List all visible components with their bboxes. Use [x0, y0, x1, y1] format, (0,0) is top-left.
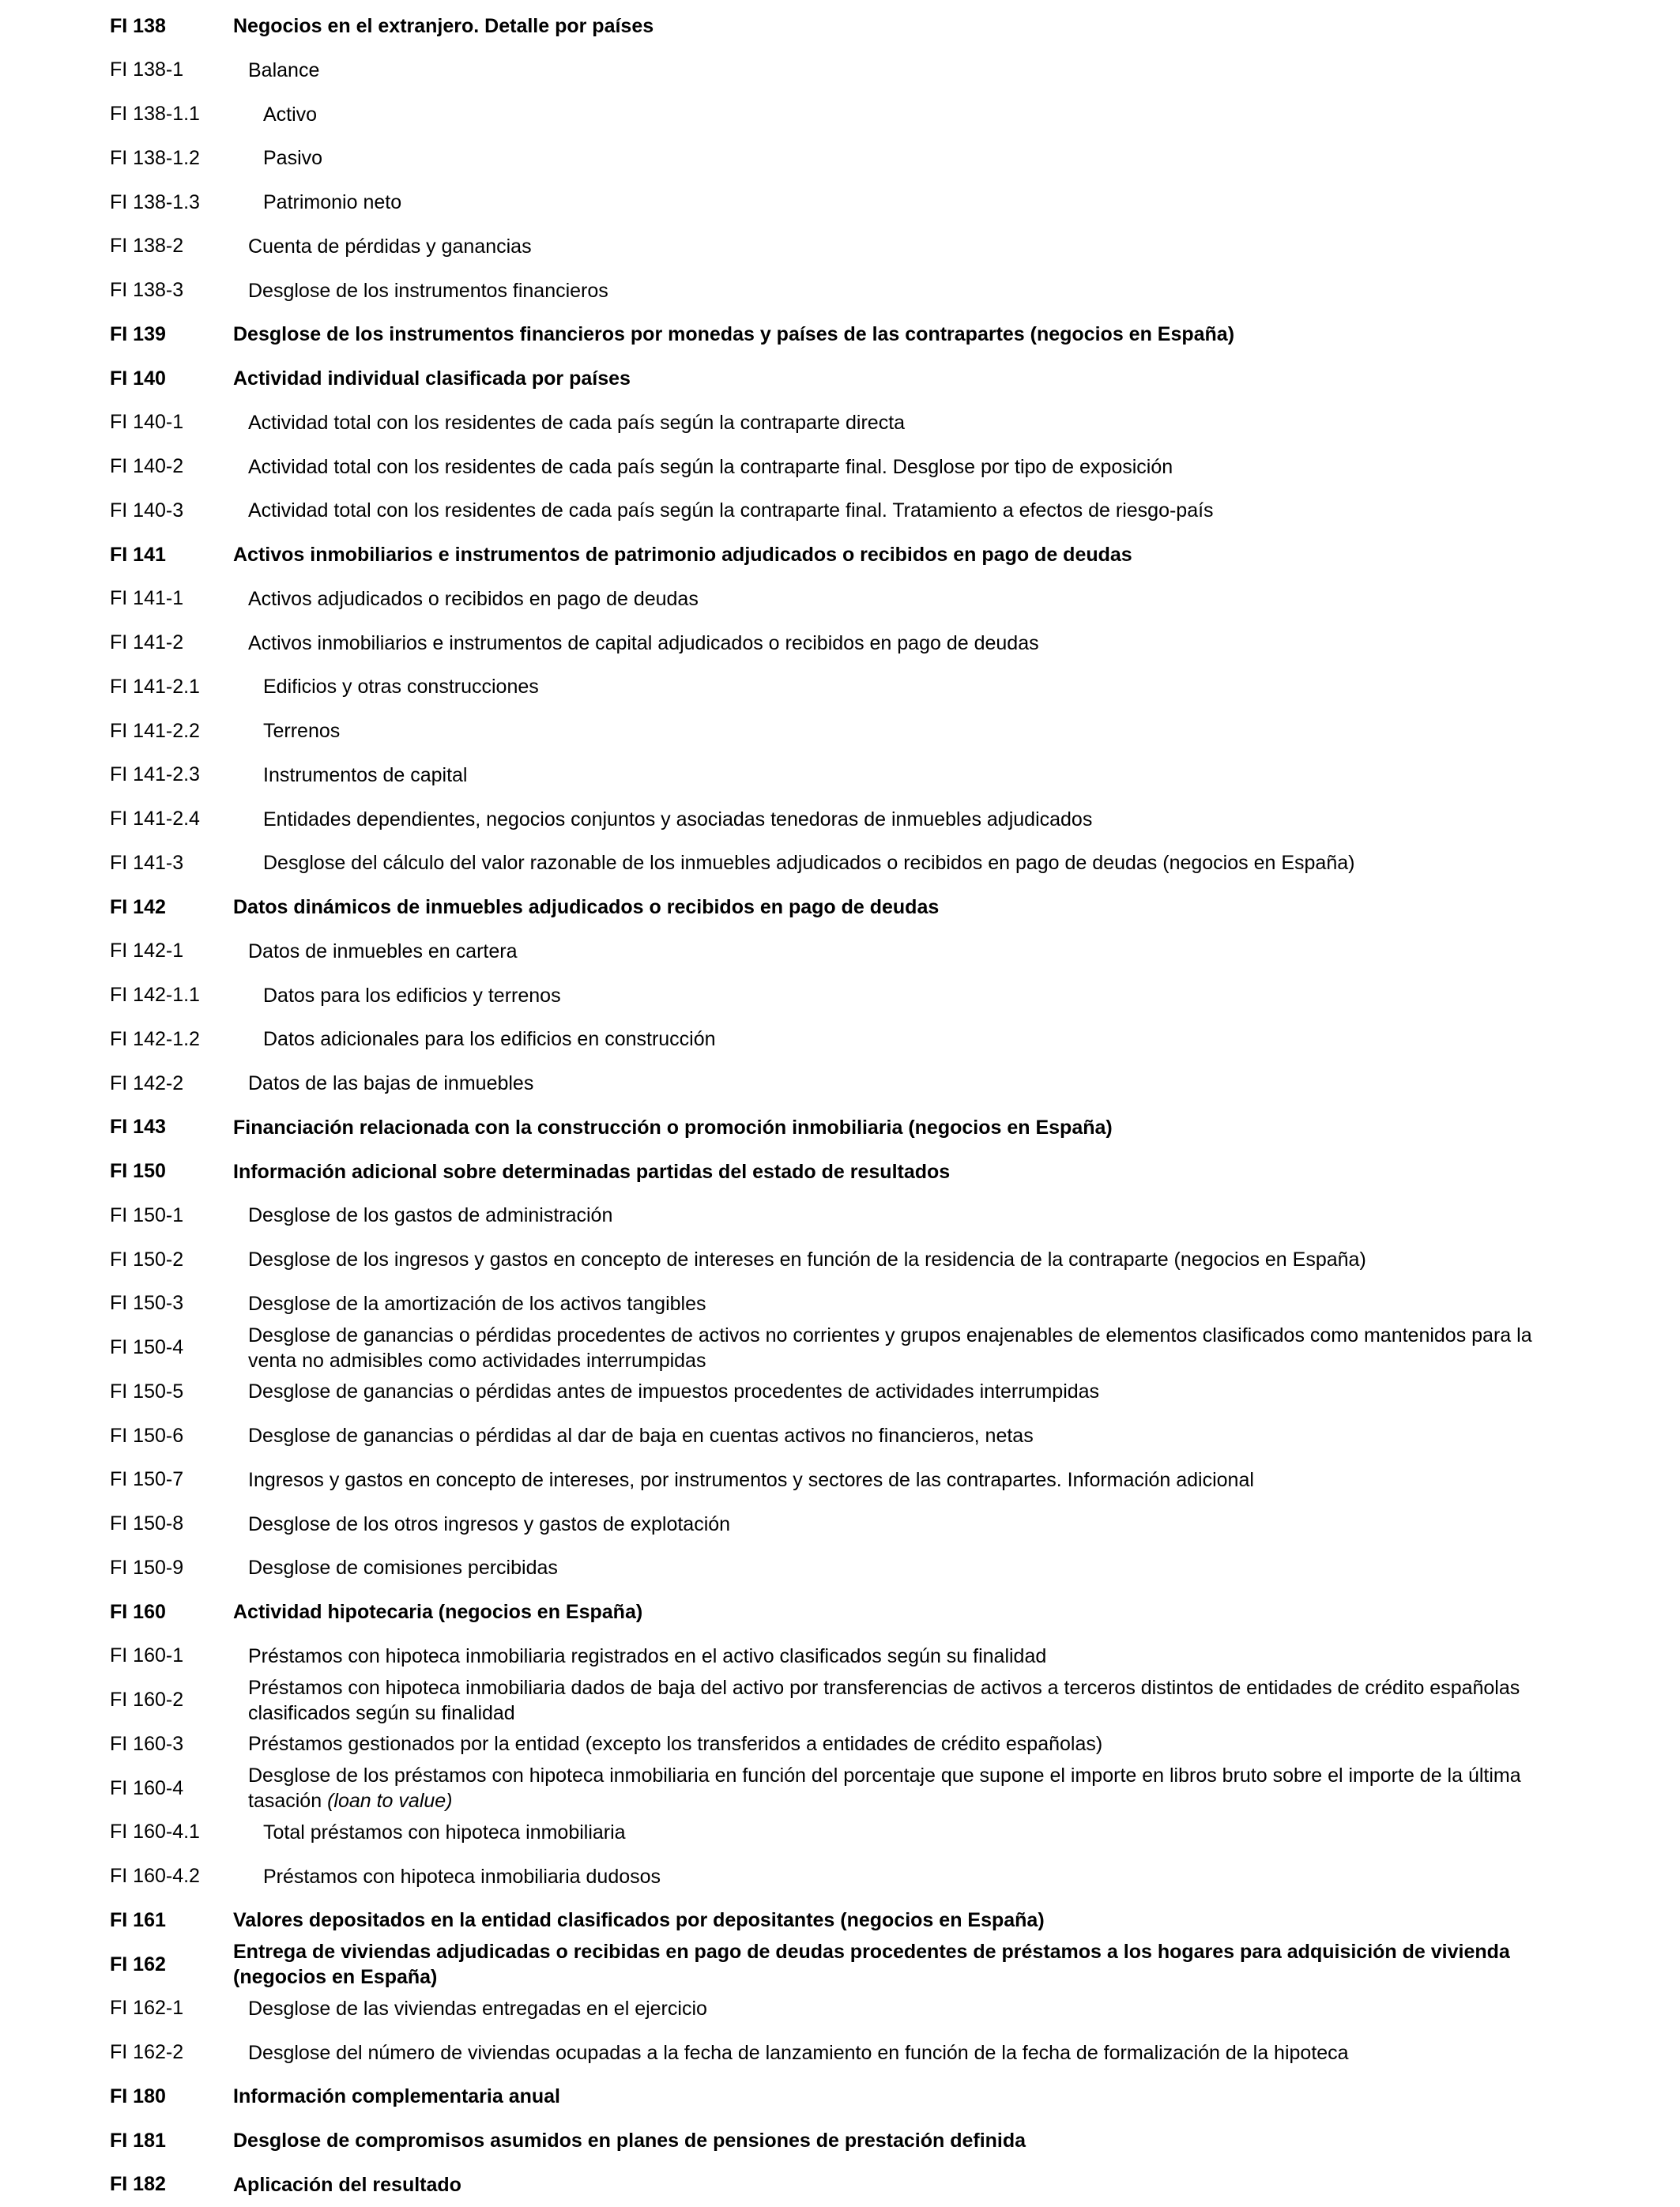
- index-section-row: [0, 4, 1680, 48]
- index-subsection-row: [0, 753, 1680, 797]
- statement-code: FI 180: [110, 2085, 166, 2107]
- statement-title: Información adicional sobre determinadas partidas del estado de resultados: [233, 1160, 951, 1183]
- statement-code: FI 141-2.1: [110, 675, 200, 698]
- statement-code: FI 160-3: [110, 1732, 184, 1755]
- index-subsection-row: [0, 1017, 1680, 1061]
- statement-title: Desglose de ganancias o pérdidas al dar de baja en cuentas activos no financieros, netas: [248, 1425, 1034, 1447]
- statement-code: FI 138-1.3: [110, 190, 200, 213]
- statement-title: Préstamos con hipoteca inmobiliaria registrados en el activo clasificados según su finalidad: [248, 1644, 1047, 1667]
- statement-title: Datos adicionales para los edificios en construcción: [263, 1028, 716, 1051]
- statement-code: FI 150-3: [110, 1292, 184, 1315]
- index-section-row: [0, 1105, 1680, 1150]
- index-subsection-row: [0, 797, 1680, 842]
- statement-code: FI 160-2: [110, 1689, 184, 1711]
- statement-code: FI 161: [110, 1908, 166, 1931]
- statement-title: Entidades dependientes, negocios conjuntos y asociadas tenedoras de inmuebles adjudicados: [263, 808, 1093, 830]
- statement-code: FI 150-9: [110, 1556, 184, 1579]
- statement-code: FI 181: [110, 2129, 166, 2152]
- statement-code: FI 143: [110, 1116, 166, 1139]
- index-section-row: [0, 2163, 1680, 2207]
- statement-title: Desglose del número de viviendas ocupadas a la fecha de lanzamiento en función de la fecha de formalización de la hipoteca: [248, 2041, 1349, 2064]
- index-subsection-row: [0, 1326, 1680, 1370]
- index-subsection-row: [0, 1678, 1680, 1723]
- index-subsection-row: [0, 1061, 1680, 1105]
- statement-code: FI 150: [110, 1160, 166, 1182]
- index-section-row: [0, 533, 1680, 577]
- statement-code: FI 160-1: [110, 1644, 184, 1667]
- statement-title: Instrumentos de capital: [263, 763, 468, 786]
- statement-title: Desglose de los ingresos y gastos en concepto de intereses en función de la residencia de la contraparte (negocios en España): [248, 1248, 1366, 1271]
- index-subsection-row: [0, 136, 1680, 180]
- index-subsection-row: [0, 2031, 1680, 2075]
- statement-title: Desglose de los instrumentos financieros: [248, 279, 608, 302]
- statement-code: FI 138-1.1: [110, 103, 200, 125]
- statement-code: FI 150-2: [110, 1248, 184, 1271]
- index-section-row: [0, 2118, 1680, 2163]
- statement-title: Datos de las bajas de inmuebles: [248, 1072, 534, 1094]
- statement-title: Desglose de los gastos de administración: [248, 1204, 613, 1227]
- statement-code: FI 140-2: [110, 455, 184, 477]
- statement-title: Ingresos y gastos en concepto de intereses, por instrumentos y sectores de las contrapartes. Información adicional: [248, 1468, 1254, 1491]
- statement-code: FI 142-1.1: [110, 984, 200, 1006]
- index-subsection-row: [0, 1237, 1680, 1282]
- statement-code: FI 160: [110, 1600, 166, 1623]
- statement-title: Datos para los edificios y terrenos: [263, 984, 561, 1007]
- index-subsection-row: [0, 841, 1680, 885]
- statement-title: Aplicación del resultado: [233, 2173, 461, 2196]
- statement-code: FI 141-2.3: [110, 763, 200, 786]
- statement-title: Desglose de la amortización de los activos tangibles: [248, 1292, 706, 1315]
- index-subsection-row: [0, 621, 1680, 665]
- statement-title: Datos dinámicos de inmuebles adjudicados o recibidos en pago de deudas: [233, 896, 940, 918]
- statement-title-italic: (loan to value): [327, 1790, 453, 1812]
- statement-title: Préstamos con hipoteca inmobiliaria dados de baja del activo por transferencias de activos a terceros distintos de entidades de crédito españolas clasificados según su finalidad: [248, 1676, 1520, 1724]
- statement-title: Información complementaria anual: [233, 2085, 560, 2108]
- statement-code: FI 138-1.2: [110, 146, 200, 169]
- statement-title: Patrimonio neto: [263, 191, 402, 213]
- statement-code: FI 142-1: [110, 940, 184, 962]
- index-subsection-row: [0, 1987, 1680, 2031]
- index-subsection-row: [0, 1414, 1680, 1458]
- statement-title: Activos adjudicados o recibidos en pago de deudas: [248, 587, 699, 610]
- statement-title: Balance: [248, 58, 320, 81]
- statement-code: FI 140: [110, 367, 166, 390]
- index-section-row: [0, 2074, 1680, 2118]
- index-subsection-row: [0, 1458, 1680, 1502]
- statement-title: Actividad hipotecaria (negocios en España): [233, 1601, 643, 1623]
- index-subsection-row: [0, 1282, 1680, 1326]
- statement-code: FI 138-1: [110, 58, 184, 81]
- statement-title: Financiación relacionada con la construcción o promoción inmobiliaria (negocios en España): [233, 1116, 1113, 1139]
- statement-code: FI 150-5: [110, 1380, 184, 1403]
- index-subsection-row: [0, 1193, 1680, 1237]
- index-subsection-row: [0, 48, 1680, 92]
- statement-code: FI 160-4: [110, 1776, 184, 1799]
- statement-code: FI 138: [110, 14, 166, 37]
- index-subsection-row: [0, 1634, 1680, 1678]
- index-subsection-row: [0, 488, 1680, 533]
- statement-code: FI 141-2.4: [110, 808, 200, 830]
- index-section-row: [0, 885, 1680, 929]
- statement-code: FI 141-3: [110, 851, 184, 874]
- statement-code: FI 160-4.1: [110, 1821, 200, 1844]
- statement-title: Activo: [263, 103, 318, 126]
- index-subsection-row: [0, 401, 1680, 445]
- statement-title: Datos de inmuebles en cartera: [248, 940, 518, 962]
- statement-title: Desglose de los préstamos con hipoteca inmobiliaria en función del porcentaje que supone el importe en libros bruto sobre el importe de la última tasación (loan to value): [248, 1764, 1521, 1812]
- index-section-row: [0, 1150, 1680, 1194]
- statement-title: Actividad individual clasificada por países: [233, 367, 631, 390]
- statement-code: FI 150-6: [110, 1424, 184, 1447]
- index-subsection-row: [0, 709, 1680, 753]
- statement-code: FI 138-2: [110, 235, 184, 258]
- statement-code: FI 140-3: [110, 499, 184, 522]
- index-subsection-row: [0, 180, 1680, 224]
- statement-code: FI 162-2: [110, 2041, 184, 2063]
- index-subsection-row: [0, 1722, 1680, 1766]
- statement-title: Activos inmobiliarios e instrumentos de capital adjudicados o recibidos en pago de deudas: [248, 631, 1039, 654]
- statement-code: FI 162: [110, 1953, 166, 1975]
- index-subsection-row: [0, 1502, 1680, 1546]
- index-section-row: [0, 1898, 1680, 1942]
- statement-title: Actividad total con los residentes de cada país según la contraparte final. Desglose por tipo de exposición: [248, 455, 1173, 478]
- statement-title: Edificios y otras construcciones: [263, 676, 539, 699]
- statement-code: FI 142: [110, 895, 166, 918]
- statement-code: FI 142-2: [110, 1071, 184, 1094]
- statement-title: Desglose de los instrumentos financieros por monedas y países de las contrapartes (negocios en España): [233, 323, 1235, 346]
- statement-code: FI 150-1: [110, 1203, 184, 1226]
- statement-code: FI 150-7: [110, 1468, 184, 1491]
- statement-title: Cuenta de pérdidas y ganancias: [248, 235, 532, 258]
- index-section-row: [0, 356, 1680, 401]
- statement-title: Actividad total con los residentes de cada país según la contraparte final. Tratamiento a efectos de riesgo-país: [248, 499, 1214, 522]
- statement-title: Desglose de los otros ingresos y gastos de explotación: [248, 1512, 731, 1535]
- index-subsection-row: [0, 1766, 1680, 1810]
- statement-title: Activos inmobiliarios e instrumentos de patrimonio adjudicados o recibidos en pago de deudas: [233, 544, 1132, 566]
- index-subsection-row: [0, 1546, 1680, 1590]
- index-section-row: [0, 312, 1680, 356]
- statement-code: FI 141-2: [110, 631, 184, 653]
- statement-code: FI 160-4.2: [110, 1865, 200, 1887]
- statement-title: Desglose de ganancias o pérdidas antes de impuestos procedentes de actividades interrumpidas: [248, 1380, 1100, 1403]
- statement-code: FI 182: [110, 2173, 166, 2196]
- statement-title: Actividad total con los residentes de cada país según la contraparte directa: [248, 411, 906, 434]
- index-subsection-row: [0, 224, 1680, 269]
- statement-code: FI 140-1: [110, 411, 184, 434]
- statement-title: Desglose de ganancias o pérdidas procedentes de activos no corrientes y grupos enajenables de elementos clasificados como mantenidos para la venta no admisibles como actividades interrumpidas: [248, 1324, 1532, 1372]
- index-subsection-row: [0, 269, 1680, 313]
- statement-code: FI 162-1: [110, 1997, 184, 2020]
- statement-code: FI 141-1: [110, 587, 184, 610]
- statement-title: Desglose del cálculo del valor razonable de los inmuebles adjudicados o recibidos en pago de deudas (negocios en España): [263, 852, 1355, 875]
- index-subsection-row: [0, 92, 1680, 137]
- index-subsection-row: [0, 1855, 1680, 1899]
- statement-code: FI 150-8: [110, 1512, 184, 1535]
- index-subsection-row: [0, 445, 1680, 489]
- statement-title: Terrenos: [263, 720, 341, 742]
- index-subsection-row: [0, 577, 1680, 621]
- index-subsection-row: [0, 974, 1680, 1018]
- statement-title: Entrega de viviendas adjudicadas o recibidas en pago de deudas procedentes de préstamos a los hogares para adquisición de vivienda (negocios en España): [233, 1941, 1510, 1988]
- statement-code: FI 141-2.2: [110, 719, 200, 742]
- statement-title: Desglose de comisiones percibidas: [248, 1557, 558, 1580]
- index-subsection-row: [0, 1369, 1680, 1414]
- statement-code: FI 141: [110, 543, 166, 566]
- statement-title: Préstamos gestionados por la entidad (excepto los transferidos a entidades de crédito españolas): [248, 1733, 1103, 1756]
- statement-title: Desglose de las viviendas entregadas en el ejercicio: [248, 1997, 707, 2020]
- index-subsection-row: [0, 929, 1680, 974]
- statement-code: FI 150-4: [110, 1336, 184, 1358]
- index-subsection-row: [0, 1810, 1680, 1855]
- statement-code: FI 139: [110, 322, 166, 345]
- statement-code: FI 138-3: [110, 279, 184, 301]
- statement-title: Total préstamos con hipoteca inmobiliaria: [263, 1821, 626, 1844]
- statement-title: Valores depositados en la entidad clasificados por depositantes (negocios en España): [233, 1909, 1045, 1932]
- index-section-row: [0, 1590, 1680, 1634]
- index-subsection-row: [0, 665, 1680, 709]
- statement-title: Pasivo: [263, 147, 323, 170]
- statement-title: Desglose de compromisos asumidos en planes de pensiones de prestación definida: [233, 2130, 1026, 2152]
- statement-title: Préstamos con hipoteca inmobiliaria dudosos: [263, 1865, 661, 1888]
- statement-title: Negocios en el extranjero. Detalle por países: [233, 15, 654, 37]
- statement-code: FI 142-1.2: [110, 1027, 200, 1050]
- index-section-row: [0, 1942, 1680, 1987]
